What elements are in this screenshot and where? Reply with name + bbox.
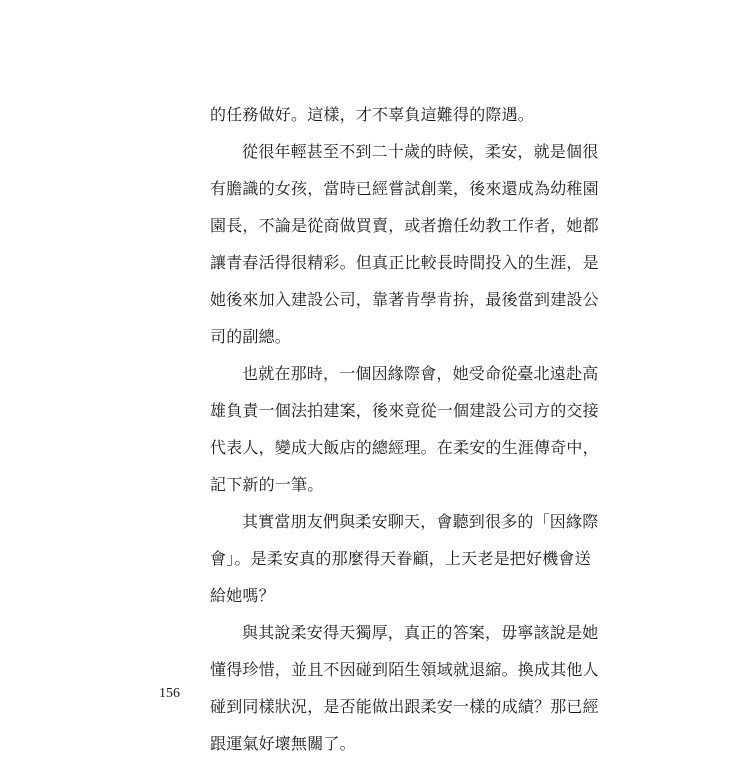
text-line: 其實當朋友們與柔安聊天，會聽到很多的「因緣際 [242,512,599,531]
text-line: 記下新的一筆。 [210,475,324,494]
text-line: 與其說柔安得天獨厚，真正的答案，毋寧該說是她 [242,623,599,642]
text-line: 跟運氣好壞無關了。 [210,734,356,753]
text-line: 也就在那時，一個因緣際會，她受命從臺北遠赴高 [242,364,599,383]
text-line: 從很年輕甚至不到二十歲的時候，柔安，就是個很 [242,142,599,161]
text-line: 園長，不論是從商做買賣，或者擔任幼教工作者，她都 [210,216,599,235]
text-line: 會」。是柔安真的那麼得天眷顧，上天老是把好機會送 [210,549,591,568]
text-line: 讓青春活得很精彩。但真正比較長時間投入的生涯，是 [210,253,599,272]
text-line: 碰到同樣狀況，是否能做出跟柔安一樣的成績？那已經 [210,697,599,716]
text-line: 有膽識的女孩，當時已經嘗試創業，後來還成為幼稚園 [210,179,599,198]
text-line: 懂得珍惜，並且不因碰到陌生領域就退縮。換成其他人 [210,660,599,679]
text-line: 司的副總。 [210,327,292,346]
body-text [210,96,599,762]
text-line: 的任務做好。這樣，才不辜負這難得的際遇。 [210,105,535,124]
text-line: 雄負責一個法拍建案，後來竟從一個建設公司方的交接 [210,401,599,420]
page-number: 156 [159,686,180,701]
text-line: 代表人，變成大飯店的總經理。在柔安的生涯傳奇中， [210,438,599,457]
text-line: 給她嗎？ [210,586,275,605]
text-line: 她後來加入建設公司，靠著肯學肯拚，最後當到建設公 [210,290,599,309]
